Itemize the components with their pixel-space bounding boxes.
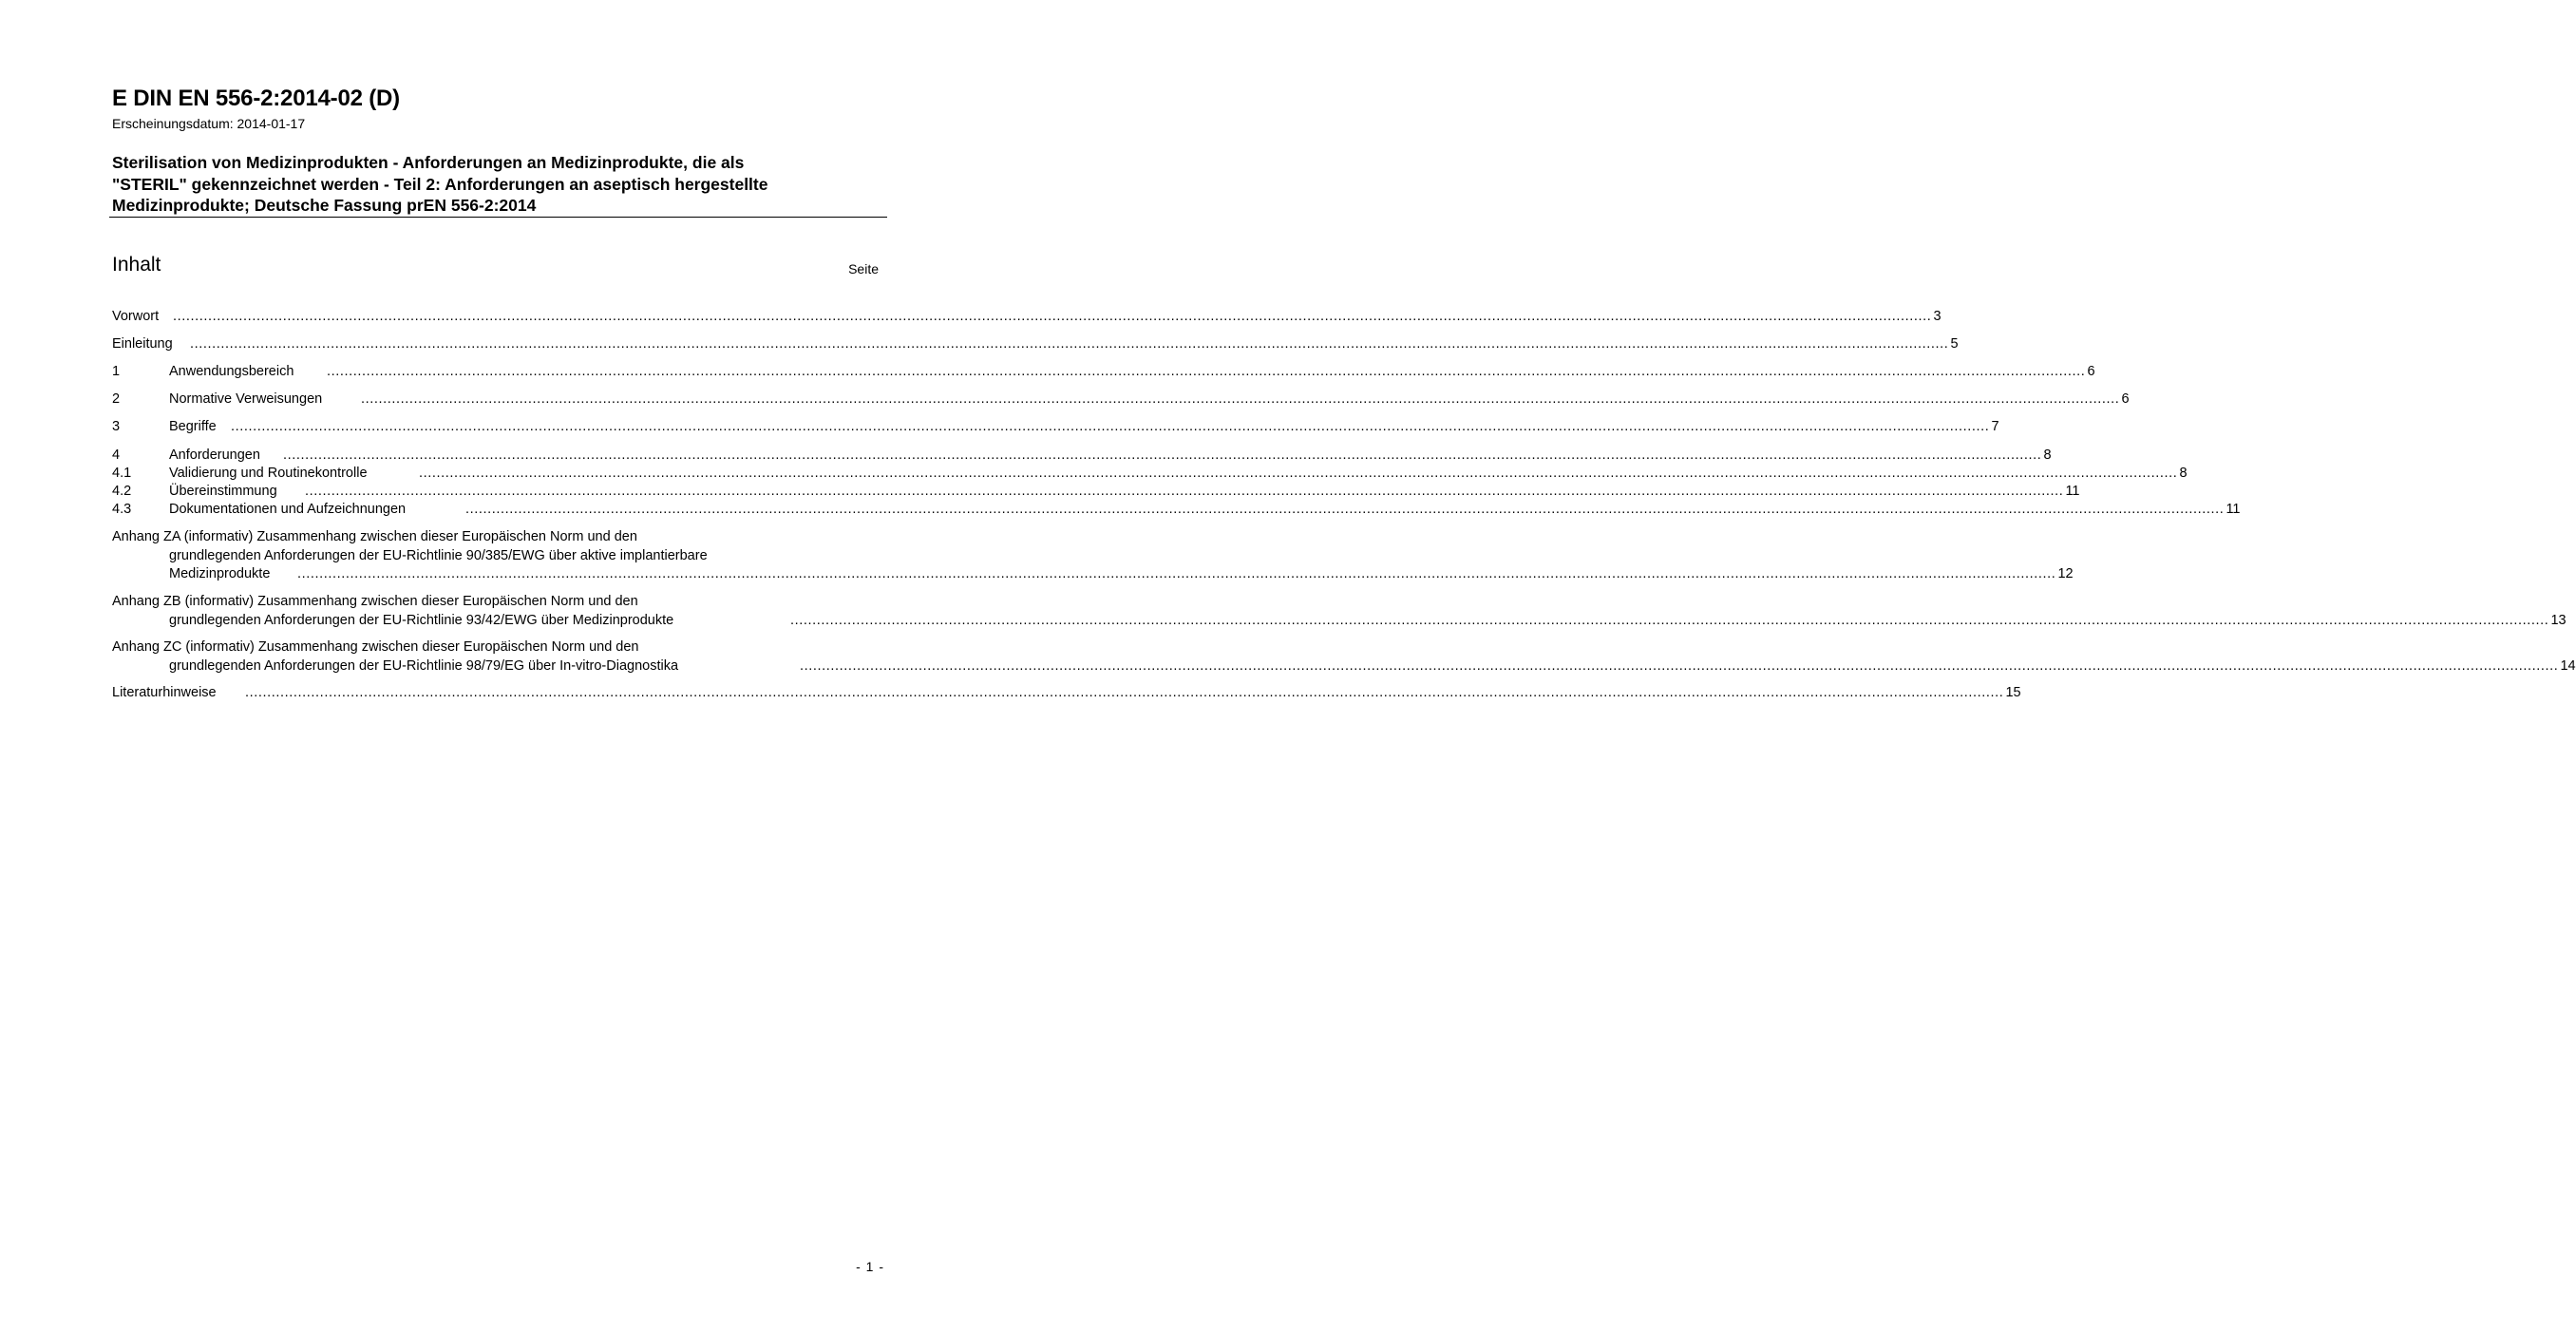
page-number: - 1 - xyxy=(856,1259,884,1274)
toc-entry-vorwort[interactable]: Vorwort ................................................................................................................................................................................................................................................................................................................................................................................................................ 3 xyxy=(112,308,885,327)
toc-title: Dokumentationen und Aufzeichnungen xyxy=(169,502,407,517)
toc-entry-section-4[interactable]: 4 Anforderungen ................................................................................................................................................................................................................................................................................................................................................................................................................ 8 xyxy=(112,447,885,466)
toc-entry-section-3[interactable]: 3 Begriffe ................................................................................................................................................................................................................................................................................................................................................................................................................ 7 xyxy=(112,418,885,437)
toc-page: 8 xyxy=(2179,466,2188,481)
toc-page: 5 xyxy=(1950,336,1959,352)
toc-page: 14 xyxy=(2560,657,2576,674)
toc-number: 3 xyxy=(112,419,121,434)
title-line: Sterilisation von Medizinprodukten - Anforderungen an Medizinprodukte, die als xyxy=(112,153,745,172)
toc-title-line: Anhang ZA (informativ) Zusammenhang zwischen dieser Europäischen Norm und den xyxy=(112,529,637,544)
title-line: "STERIL" gekennzeichnet werden - Teil 2: Anforderungen an aseptisch hergestellte xyxy=(112,174,768,194)
toc-page: 6 xyxy=(2087,364,2095,379)
toc-entry-section-1[interactable]: 1 Anwendungsbereich ................................................................................................................................................................................................................................................................................................................................................................................................................ 6 xyxy=(112,363,885,382)
toc-page-label: Seite xyxy=(848,261,879,276)
toc-heading: Inhalt xyxy=(112,254,161,276)
toc-title: Anwendungsbereich xyxy=(169,364,294,379)
toc-entry-section-4-2[interactable]: 4.2 Übereinstimmung ................................................................................................................................................................................................................................................................................................................................................................................................................ 11 xyxy=(112,483,885,502)
toc-title-line: Anhang ZC (informativ) Zusammenhang zwischen dieser Europäischen Norm und den xyxy=(112,639,639,655)
toc-number: 4.3 xyxy=(112,502,132,517)
toc-page: 11 xyxy=(2226,502,2241,517)
toc-title: Anforderungen xyxy=(169,448,260,463)
toc-title-line: Medizinprodukte xyxy=(169,566,271,581)
toc-entry-section-2[interactable]: 2 Normative Verweisungen ................................................................................................................................................................................................................................................................................................................................................................................................................ 6 xyxy=(112,390,885,409)
toc-title-line: Anhang ZB (informativ) Zusammenhang zwischen dieser Europäischen Norm und den xyxy=(112,594,638,609)
toc-page: 8 xyxy=(2043,448,2052,463)
publication-date: Erscheinungsdatum: 2014-01-17 xyxy=(112,116,306,131)
toc-entry-anhang-zc[interactable]: Anhang ZC (informativ) Zusammenhang zwischen dieser Europäischen Norm und den grundlegenden Anforderungen der EU-Richtlinie 98/79/EG über In-vitro-Diagnostika ................................................................................................................................................................................................................................................................................................................................................................................................................ 14 xyxy=(112,638,885,676)
toc-entry-einleitung[interactable]: Einleitung ................................................................................................................................................................................................................................................................................................................................................................................................................ 5 xyxy=(112,335,885,354)
toc-title: Einleitung xyxy=(112,336,173,352)
toc-title: Übereinstimmung xyxy=(169,484,277,499)
document-title xyxy=(112,152,891,217)
document-id: E DIN EN 556-2:2014-02 (D) xyxy=(112,86,400,111)
toc-entry-anhang-za[interactable]: Anhang ZA (informativ) Zusammenhang zwischen dieser Europäischen Norm und den grundlegenden Anforderungen der EU-Richtlinie 90/385/EWG über aktive implantierbare Medizinprodukte ................................................................................................................................................................................................................................................................................................................................................................................................................ 12 xyxy=(112,528,885,584)
toc-page: 12 xyxy=(2057,566,2074,581)
toc-title: Begriffe xyxy=(169,419,217,434)
toc-entry-anhang-zb[interactable]: Anhang ZB (informativ) Zusammenhang zwischen dieser Europäischen Norm und den grundlegenden Anforderungen der EU-Richtlinie 93/42/EWG über Medizinprodukte ................................................................................................................................................................................................................................................................................................................................................................................................................ 13 xyxy=(112,593,885,630)
toc-number: 4 xyxy=(112,448,121,463)
toc-title: Normative Verweisungen xyxy=(169,391,323,407)
toc-title: Literaturhinweise xyxy=(112,685,217,700)
toc-number: 4.2 xyxy=(112,484,132,499)
toc-page: 11 xyxy=(2065,484,2080,499)
toc-number: 4.1 xyxy=(112,466,132,481)
title-line: Medizinprodukte; Deutsche Fassung prEN 556-2:2014 xyxy=(112,196,537,215)
toc-page: 13 xyxy=(2550,612,2567,628)
toc-title-line: grundlegenden Anforderungen der EU-Richtlinie 90/385/EWG über aktive implantierbare xyxy=(169,547,708,563)
toc-page: 3 xyxy=(1933,309,1941,324)
toc-entry-section-4-3[interactable]: 4.3 Dokumentationen und Aufzeichnungen ................................................................................................................................................................................................................................................................................................................................................................................................................ 11 xyxy=(112,501,885,520)
toc-entry-literaturhinweise[interactable]: Literaturhinweise ................................................................................................................................................................................................................................................................................................................................................................................................................ 15 xyxy=(112,684,885,703)
title-divider xyxy=(109,217,887,218)
toc-entry-section-4-1[interactable]: 4.1 Validierung und Routinekontrolle ................................................................................................................................................................................................................................................................................................................................................................................................................ 8 xyxy=(112,465,885,484)
toc-page: 7 xyxy=(1991,419,1999,434)
toc-title-line: grundlegenden Anforderungen der EU-Richtlinie 98/79/EG über In-vitro-Diagnostika xyxy=(169,657,679,674)
toc-number: 2 xyxy=(112,391,121,407)
toc-title: Vorwort xyxy=(112,309,160,324)
toc-page: 15 xyxy=(2005,685,2021,700)
toc-number: 1 xyxy=(112,364,121,379)
toc-page: 6 xyxy=(2121,391,2130,407)
toc-title: Validierung und Routinekontrolle xyxy=(169,466,368,481)
toc-title-line: grundlegenden Anforderungen der EU-Richtlinie 93/42/EWG über Medizinprodukte xyxy=(169,612,674,628)
